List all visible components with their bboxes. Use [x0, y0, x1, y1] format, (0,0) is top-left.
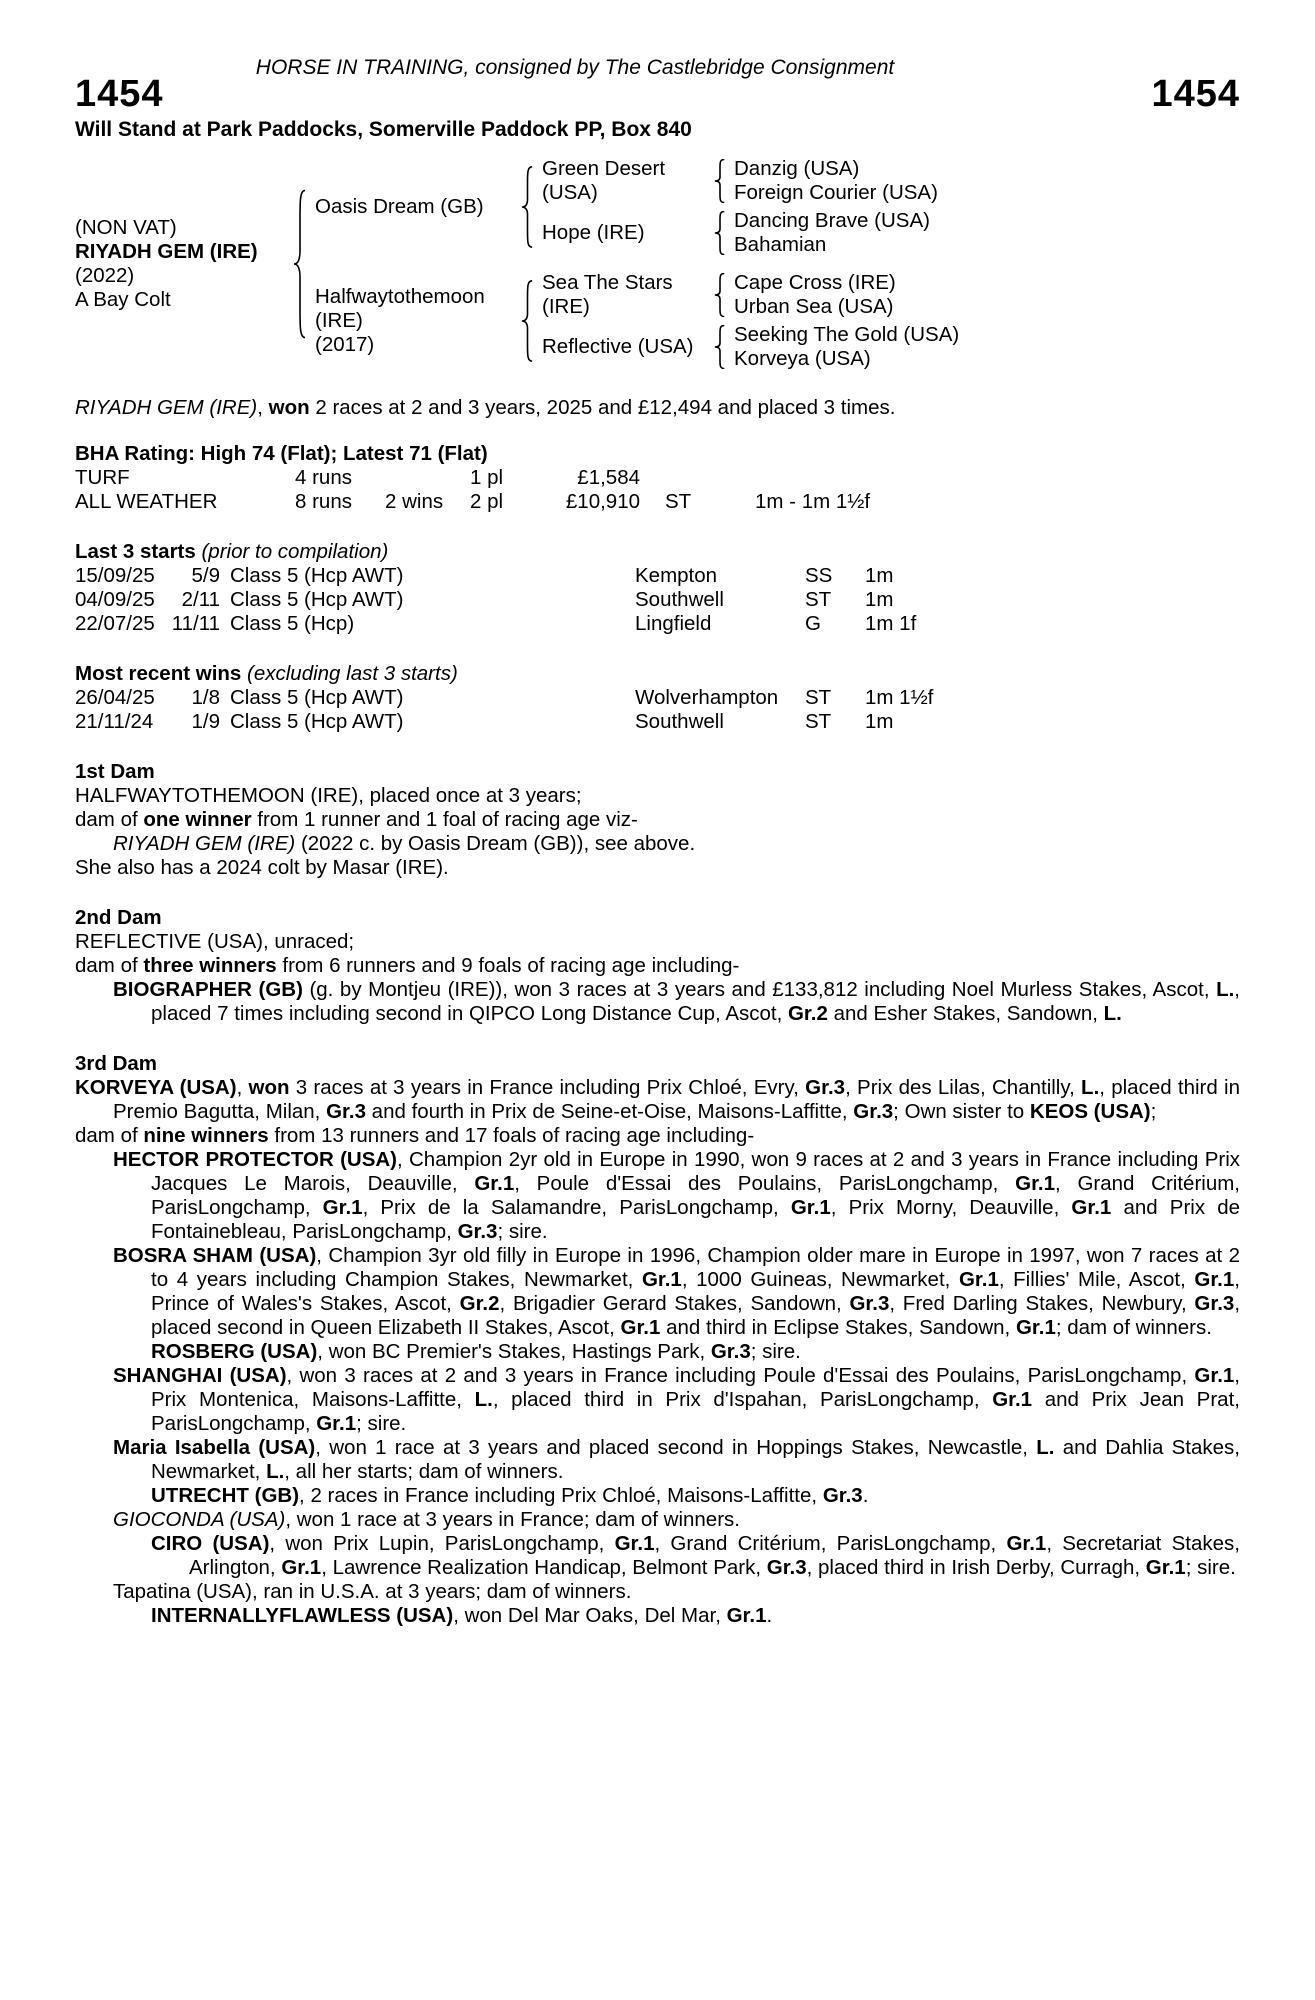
progeny-paragraph: ROSBERG (USA), won BC Premier's Stakes, Hastings Park, Gr.3; sire. [151, 1340, 801, 1363]
dam-line: REFLECTIVE (USA), unraced; [75, 930, 355, 953]
pedigree-brace-icon [714, 325, 726, 369]
race-class: Class 5 (Hcp) [230, 612, 355, 635]
first-dam-heading: 1st Dam [75, 760, 155, 783]
going: G [805, 612, 821, 635]
pedigree-brace-icon [714, 159, 726, 203]
dam-sire-name: Sea The Stars (IRE) [542, 271, 673, 318]
dam-line: HALFWAYTOTHEMOON (IRE), placed once at 3 years; [75, 784, 582, 807]
great-granddam: Foreign Courier (USA) [734, 181, 938, 204]
going: SS [805, 564, 833, 587]
race-class: Class 5 (Hcp AWT) [230, 564, 404, 587]
third-dam-heading: 3rd Dam [75, 1052, 158, 1075]
dam-line: dam of one winner from 1 runner and 1 foal of racing age viz- [75, 808, 638, 831]
runs-value: 8 runs [295, 490, 352, 513]
wins-value: 2 wins [385, 490, 444, 513]
distance: 1m [865, 710, 894, 733]
win-date: 21/11/24 [75, 710, 154, 733]
placed-value: 1 pl [470, 466, 504, 489]
progeny-paragraph: SHANGHAI (USA), won 3 races at 2 and 3 years in France including Poule d'Essai des Poulains, ParisLongchamp, Gr.1, Prix Montenica, Maisons-Laffitte, L., placed third in Prix d'Ispahan, ParisLongchamp, Gr.1 and Prix Jean Prat, ParisLongchamp, Gr.1; sire. [113, 1364, 1240, 1435]
pedigree-table [75, 150, 1240, 378]
race-class: Class 5 (Hcp AWT) [230, 710, 404, 733]
sire-branch [315, 155, 1240, 259]
going: ST [805, 710, 832, 733]
great-granddam: Urban Sea (USA) [734, 295, 894, 318]
race-class: Class 5 (Hcp AWT) [230, 588, 404, 611]
distance: 1m 1½f [865, 686, 934, 709]
sire-grandsire-unit [542, 157, 1240, 205]
surface-label: ALL WEATHER [75, 490, 218, 513]
win-date: 26/04/25 [75, 686, 155, 709]
earnings-value: £1,584 [577, 466, 640, 489]
great-granddam: Korveya (USA) [734, 347, 871, 370]
finish-position: 2/11 [181, 588, 220, 611]
distance: 1m [865, 564, 894, 587]
consignor-line: HORSE IN TRAINING, consigned by The Castlebridge Consignment [255, 56, 895, 79]
stand-location: Will Stand at Park Paddocks, Somerville Paddock PP, Box 840 [75, 118, 692, 141]
course: Kempton [635, 564, 718, 587]
great-grandsire: Seeking The Gold (USA) [734, 323, 960, 346]
progeny-paragraph: UTRECHT (GB), 2 races in France including Prix Chloé, Maisons-Laffitte, Gr.3. [151, 1484, 869, 1507]
progeny-line: Tapatina (USA), ran in U.S.A. at 3 years; dam of winners. [113, 1580, 632, 1603]
course: Lingfield [635, 612, 712, 635]
dam-dam-name: Reflective (USA) [542, 335, 694, 358]
finish-position: 5/9 [191, 564, 220, 587]
distance-value [755, 466, 1240, 490]
pedigree-brace-icon [714, 211, 726, 255]
horse-name: RIYADH GEM (IRE) [75, 240, 258, 263]
pedigree-brace-icon [714, 273, 726, 317]
recent-wins-table [75, 686, 1240, 734]
progeny-paragraph: Maria Isabella (USA), won 1 race at 3 years and placed second in Hoppings Stakes, Newcastle, L. and Dahlia Stakes, Newmarket, L., all her starts; dam of winners. [113, 1436, 1241, 1483]
wins-value [385, 466, 470, 490]
start-date: 04/09/25 [75, 588, 155, 611]
progeny-paragraph: CIRO (USA), won Prix Lupin, ParisLongchamp, Gr.1, Grand Critérium, ParisLongchamp, Gr.1, Secretariat Stakes, Arlington, Gr.1, Lawrence Realization Handicap, Belmont Park, Gr.3, placed third in Irish Derby, Curragh, Gr.1; sire. [151, 1532, 1240, 1579]
lot-number-right: 1454 [1151, 73, 1240, 115]
sire-sire-name: Green Desert (USA) [542, 157, 666, 204]
pedigree-brace-icon [521, 280, 534, 362]
pedigree-subject [75, 216, 293, 312]
course: Wolverhampton [635, 686, 779, 709]
lot-number-left: 1454 [75, 73, 164, 115]
dam-line: dam of nine winners from 13 runners and 17 foals of racing age including- [75, 1124, 755, 1147]
runs-value: 4 runs [295, 466, 352, 489]
dam-grandsire-unit [542, 271, 1240, 319]
horse-description: A Bay Colt [75, 288, 171, 311]
progeny-paragraph: HECTOR PROTECTOR (USA), Champion 2yr old in Europe in 1990, won 9 races at 2 and 3 years in France including Prix Jacques Le Marois, Deauville, Gr.1, Poule d'Essai des Poulains, ParisLongchamp, Gr.1, Grand Critérium, ParisLongchamp, Gr.1, Prix de la Salamandre, ParisLongchamp, Gr.1, Prix Morny, Deauville, Gr.1 and Prix de Fontainebleau, ParisLongchamp, Gr.3; sire. [113, 1148, 1241, 1243]
progeny-line: RIYADH GEM (IRE) (2022 c. by Oasis Dream (GB)), see above. [113, 832, 696, 855]
great-grandsire: Danzig (USA) [734, 157, 860, 180]
last-starts-heading: Last 3 starts (prior to compilation) [75, 540, 389, 563]
surface-label: TURF [75, 466, 130, 489]
great-grandsire: Cape Cross (IRE) [734, 271, 896, 294]
progeny-paragraph: INTERNALLYFLAWLESS (USA), won Del Mar Oaks, Del Mar, Gr.1. [151, 1604, 773, 1627]
non-vat-label: (NON VAT) [75, 216, 177, 239]
great-granddam: Bahamian [734, 233, 827, 256]
progeny-line: GIOCONDA (USA), won 1 race at 3 years in France; dam of winners. [113, 1508, 740, 1531]
distance-value: 1m - 1m 1½f [755, 490, 871, 513]
pedigree-generations [315, 150, 1240, 378]
pedigree-brace-icon [293, 189, 307, 339]
race-summary: RIYADH GEM (IRE), won 2 races at 2 and 3 years, 2025 and £12,494 and placed 3 times. [75, 396, 896, 419]
pedigree-brace-icon [521, 166, 534, 248]
last-starts-table [75, 564, 1240, 636]
course: Southwell [635, 588, 724, 611]
recent-wins-heading: Most recent wins (excluding last 3 starts) [75, 662, 458, 685]
bha-rating-heading: BHA Rating: High 74 (Flat); Latest 71 (Flat) [75, 442, 488, 465]
progeny-paragraph: BOSRA SHAM (USA), Champion 3yr old filly in Europe in 1996, Champion older mare in Europe in 1997, won 7 races at 2 to 4 years including Champion Stakes, Newmarket, Gr.1, 1000 Guineas, Newmarket, Gr.1, Fillies' Mile, Ascot, Gr.1, Prince of Wales's Stakes, Ascot, Gr.2, Brigadier Gerard Stakes, Sandown, Gr.3, Fred Darling Stakes, Newbury, Gr.3, placed second in Queen Elizabeth II Stakes, Ascot, Gr.1 and third in Eclipse Stakes, Sandown, Gr.1; dam of winners. [113, 1244, 1241, 1339]
dam-granddam-unit [542, 323, 1240, 371]
finish-position: 1/8 [191, 686, 220, 709]
surface-stats-table [75, 466, 1240, 514]
horse-year: (2022) [75, 264, 135, 287]
dam-branch [315, 269, 1240, 373]
course: Southwell [635, 710, 724, 733]
lot-number-row [75, 74, 1240, 114]
progeny-paragraph: BIOGRAPHER (GB) (g. by Montjeu (IRE)), won 3 races at 3 years and £133,812 including Noel Murless Stakes, Ascot, L., placed 7 times including second in QIPCO Long Distance Cup, Ascot, Gr.2 and Esher Stakes, Sandown, L. [113, 978, 1240, 1025]
finish-position: 11/11 [171, 612, 220, 635]
dam-line: dam of three winners from 6 runners and 9 foals of racing age including- [75, 954, 740, 977]
dam-name: Halfwaytothemoon (IRE) (2017) [315, 285, 485, 356]
second-dam-heading: 2nd Dam [75, 906, 162, 929]
dam-line: She also has a 2024 colt by Masar (IRE). [75, 856, 449, 879]
finish-position: 1/9 [191, 710, 220, 733]
earnings-value: £10,910 [565, 490, 640, 513]
going-value [640, 466, 755, 490]
start-date: 15/09/25 [75, 564, 155, 587]
distance: 1m [865, 588, 894, 611]
going: ST [805, 686, 832, 709]
placed-value: 2 pl [470, 490, 504, 513]
great-grandsire: Dancing Brave (USA) [734, 209, 930, 232]
distance: 1m 1f [865, 612, 917, 635]
sire-name: Oasis Dream (GB) [315, 195, 484, 218]
dam-paragraph: KORVEYA (USA), won 3 races at 3 years in France including Prix Chloé, Evry, Gr.3, Prix des Lilas, Chantilly, L., placed third in Premio Bagutta, Milan, Gr.3 and fourth in Prix de Seine-et-Oise, Maisons-Laffitte, Gr.3; Own sister to KEOS (USA); [75, 1076, 1240, 1123]
sire-granddam-unit [542, 209, 1240, 257]
race-class: Class 5 (Hcp AWT) [230, 686, 404, 709]
going: ST [805, 588, 832, 611]
start-date: 22/07/25 [75, 612, 155, 635]
sire-dam-name: Hope (IRE) [542, 221, 645, 244]
going-value: ST [665, 490, 692, 513]
